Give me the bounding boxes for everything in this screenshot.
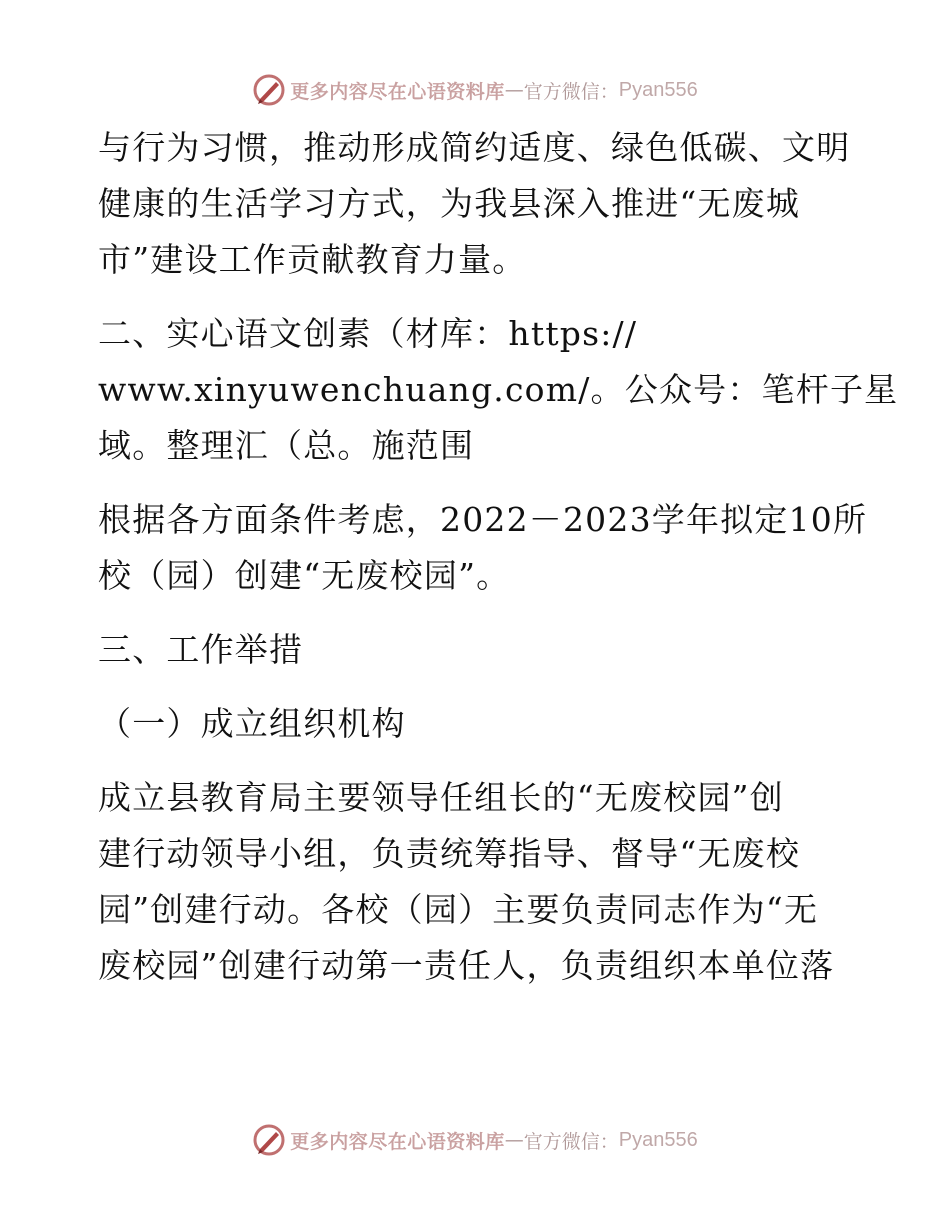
paragraph-organization <box>98 770 858 994</box>
text-line: 与行为习惯，推动形成简约适度、绿色低碳、文明 <box>98 128 851 167</box>
paragraph-scope <box>98 492 868 604</box>
watermark-wechat-label: 官方微信： <box>523 80 619 103</box>
section-heading-measures <box>98 622 858 678</box>
watermark-dash: — <box>504 1129 524 1151</box>
text-line: 二、实心语文创素（材库：https:// <box>98 314 638 353</box>
watermark-brand: 更多内容尽在心语资料库 <box>290 1130 505 1153</box>
document-body <box>98 120 899 994</box>
text-line: 域。整理汇（总。施范围 <box>98 426 475 465</box>
text-line: www.xinyuwenchuang.com/。公众号：笔杆子星 <box>98 370 899 409</box>
pen-logo-icon <box>252 1123 286 1157</box>
text-line: 园”创建行动。各校（园）主要负责同志作为“无 <box>98 890 819 929</box>
text-line: 市”建设工作贡献教育力量。 <box>98 240 527 279</box>
watermark-brand: 更多内容尽在心语资料库 <box>290 80 505 103</box>
text-line: 三、工作举措 <box>98 630 304 669</box>
watermark-dash: — <box>504 79 524 101</box>
text-line: 根据各方面条件考虑，2022－2023学年拟定10所 <box>98 500 868 539</box>
text-line: 健康的生活学习方式，为我县深入推进“无废城 <box>98 184 801 223</box>
text-line: 废校园”创建行动第一责任人，负责组织本单位落 <box>98 946 835 985</box>
subsection-heading-organization <box>98 696 858 752</box>
pen-logo-icon <box>252 73 286 107</box>
text-line: 校（园）创建“无废校园”。 <box>98 556 511 595</box>
text-line: （一）成立组织机构 <box>98 704 406 743</box>
text-line: 建行动领导小组，负责统筹指导、督导“无废校 <box>98 834 801 873</box>
section-heading-scope <box>98 306 899 474</box>
watermark-wechat-label: 官方微信： <box>523 1130 619 1153</box>
header-watermark <box>0 70 950 110</box>
watermark-wechat-id: Pyan556 <box>618 1128 698 1151</box>
footer-watermark <box>0 1120 950 1160</box>
watermark-wechat-id: Pyan556 <box>618 78 698 101</box>
text-line: 成立县教育局主要领导任组长的“无废校园”创 <box>98 778 784 817</box>
paragraph-intro-continued <box>98 120 858 288</box>
